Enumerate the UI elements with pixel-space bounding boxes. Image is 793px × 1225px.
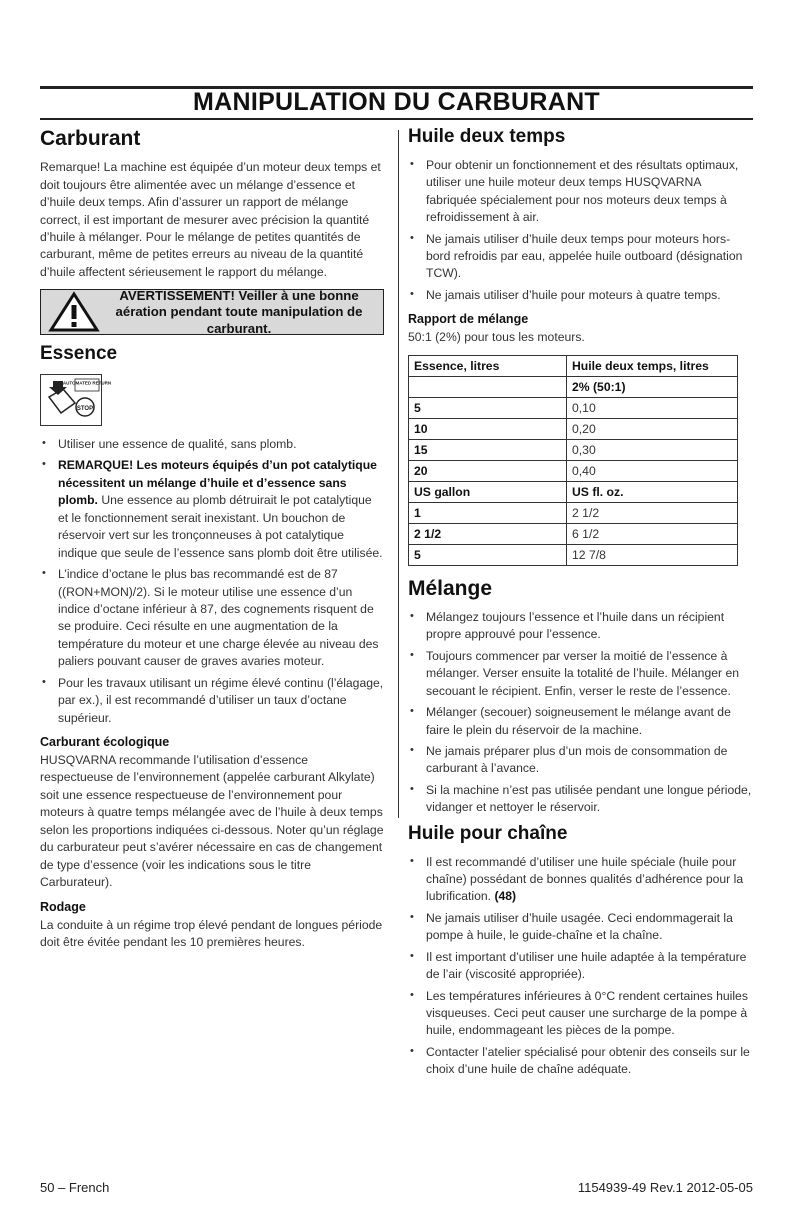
essence-list — [40, 436, 384, 727]
section-heading-huile-deux-temps: Huile deux temps — [408, 126, 566, 147]
header-rule-bottom — [40, 118, 753, 120]
left-column — [40, 126, 384, 959]
section-heading-carburant: Carburant — [40, 127, 141, 150]
list-item: • Il est recommandé d’utiliser une huile spéciale (huile pour chaîne) possédant de bonnes qualités d’adhérence pour la lubrification. (48) — [408, 854, 753, 906]
list-item: • Mélangez toujours l’essence et l’huile dans un récipient propre approuvé pour l’essence. — [408, 609, 753, 644]
warning-text: AVERTISSEMENT! Veiller à une bonne aération pendant toute manipulation de carburant. — [115, 287, 363, 336]
list-item: • REMARQUE! Les moteurs équipés d’un pot catalytique nécessitent un mélange d’huile et d’essence sans plomb. Une essence au plomb détruirait le pot catalytique et le fonctionnement serait inexistant. Un bouchon de réservoir vert sur les tronçonneuses à pot catalytique indique que seule de l’essence sans plomb doit être utilisée. — [40, 457, 384, 562]
list-item: • Pour les travaux utilisant un régime élevé continu (l’élagage, par ex.), il est recommandé d’utiliser un taux d’octane supérieur. — [40, 675, 384, 727]
carburant-intro: Remarque! La machine est équipée d’un moteur deux temps et doit toujours être alimentée avec un mélange d’essence et d’huile deux temps. Afin d’assurer un rapport de mélange correct, il est important de mesurer avec précision la quantité d’huile à mélanger. Pour le mélange de petites quantités de carburant, même de petites erreurs au niveau de la quantité d’huile affectent sérieusement le rapport du mélange. — [40, 160, 381, 279]
list-item: • Ne jamais préparer plus d’un mois de consommation de carburant à l’avance. — [408, 743, 753, 778]
right-column — [408, 126, 753, 1085]
list-item: • Il est important d’utiliser une huile adaptée à la température de l’air (viscosité appropriée). — [408, 949, 753, 984]
list-item: • Ne jamais utiliser d’huile deux temps pour moteurs hors-bord refroidis par eau, appelée huile outboard (désignation TCW). — [408, 231, 753, 283]
huile-list — [408, 157, 753, 305]
list-item: • Contacter l’atelier spécialisé pour obtenir des conseils sur le choix d’une huile de chaîne adéquate. — [408, 1044, 753, 1079]
chaine-list — [408, 854, 753, 1079]
table-row: 10 0,20 — [409, 418, 738, 439]
list-item: • Ne jamais utiliser d’huile usagée. Ceci endommagerait la pompe à huile, le guide-chaîne et la chaîne. — [408, 910, 753, 945]
table-row: 2% (50:1) — [409, 376, 738, 397]
svg-text:STOP: STOP — [76, 406, 94, 413]
rapport-text: 50:1 (2%) pour tous les moteurs. — [408, 330, 585, 345]
list-item: • Mélanger (secouer) soigneusement le mélange avant de faire le plein du réservoir de la machine. — [408, 704, 753, 739]
table-row: Essence, litres Huile deux temps, litres — [409, 355, 738, 376]
list-item: • Pour obtenir un fonctionnement et des résultats optimaux, utiliser une huile moteur deux temps HUSQVARNA fabriquée spécialement pour nos moteurs deux temps à refroidissement à air. — [408, 157, 753, 227]
table-row: 15 0,30 — [409, 439, 738, 460]
ecologique-text: HUSQVARNA recommande l’utilisation d’essence respectueuse de l’environnement (appelée carburant Alkylate) soit une essence respectueuse de l’environnement pour moteurs à quatre temps mélangée avec de l’huile à deux temps selon les proportions indiquées ci-dessous. Noter qu’un réglage du carburateur peut s’avérer nécessaire en cas de changement de type d’essence (voir les indications sous le titre Carburateur). — [40, 753, 384, 890]
list-item: • Utiliser une essence de qualité, sans plomb. — [40, 436, 384, 453]
list-item: • L’indice d’octane le plus bas recommandé est de 87 ((RON+MON)/2). Si le moteur utilise une essence d’un indice d’octane inférieur à 87, des cognements risquent de se produire. Ceci résulte en une augmentation de la température du moteur et une charge élevée au niveau des paliers pouvant causer de graves avaries moteur. — [40, 566, 384, 671]
fuel-pump-icon — [40, 374, 112, 426]
column-divider — [398, 130, 399, 818]
table-row: 5 12 7/8 — [409, 544, 738, 565]
section-heading-essence: Essence — [40, 343, 118, 365]
rodage-text: La conduite à un régime trop élevé pendant de longues période doit être évitée pendant les 10 premières heures. — [40, 917, 383, 949]
section-heading-huile-pour-chaine: Huile pour chaîne — [408, 822, 568, 844]
section-heading-melange: Mélange — [408, 576, 493, 600]
warning-box — [40, 289, 384, 335]
table-row: 2 1/2 6 1/2 — [409, 523, 738, 544]
subheading-rapport-de-melange: Rapport de mélange — [408, 312, 529, 327]
table-row: US gallon US fl. oz. — [409, 481, 738, 502]
list-item: • Si la machine n’est pas utilisée pendant une longue période, vidanger et nettoyer le réservoir. — [408, 782, 753, 817]
svg-text:AUTOMATED RETURN: AUTOMATED RETURN — [62, 380, 112, 386]
list-item: • Ne jamais utiliser d’huile pour moteurs à quatre temps. — [408, 287, 753, 304]
list-item: • Les températures inférieures à 0°C rendent certaines huiles visqueuses. Ceci peut causer une surcharge de la pompe à huile, endommageant les pièces de la pompe. — [408, 988, 753, 1040]
list-item: • Toujours commencer par verser la moitié de l’essence à mélanger. Verser ensuite la totalité de l’huile. Mélanger en secouant le récipient. Enfin, verser le reste de l’essence. — [408, 648, 753, 700]
footer-document-id: 1154939-49 Rev.1 2012-05-05 — [577, 1180, 753, 1195]
warning-triangle-icon — [47, 290, 101, 334]
page-title: MANIPULATION DU CARBURANT — [193, 88, 600, 116]
subheading-carburant-ecologique: Carburant écologique — [40, 735, 170, 750]
table-row: 5 0,10 — [409, 397, 738, 418]
melange-list — [408, 609, 753, 817]
subheading-rodage: Rodage — [40, 899, 86, 914]
footer-page-number: 50 – French — [40, 1180, 110, 1195]
table-row: 20 0,40 — [409, 460, 738, 481]
mixing-table — [408, 355, 738, 566]
table-row: 1 2 1/2 — [409, 502, 738, 523]
